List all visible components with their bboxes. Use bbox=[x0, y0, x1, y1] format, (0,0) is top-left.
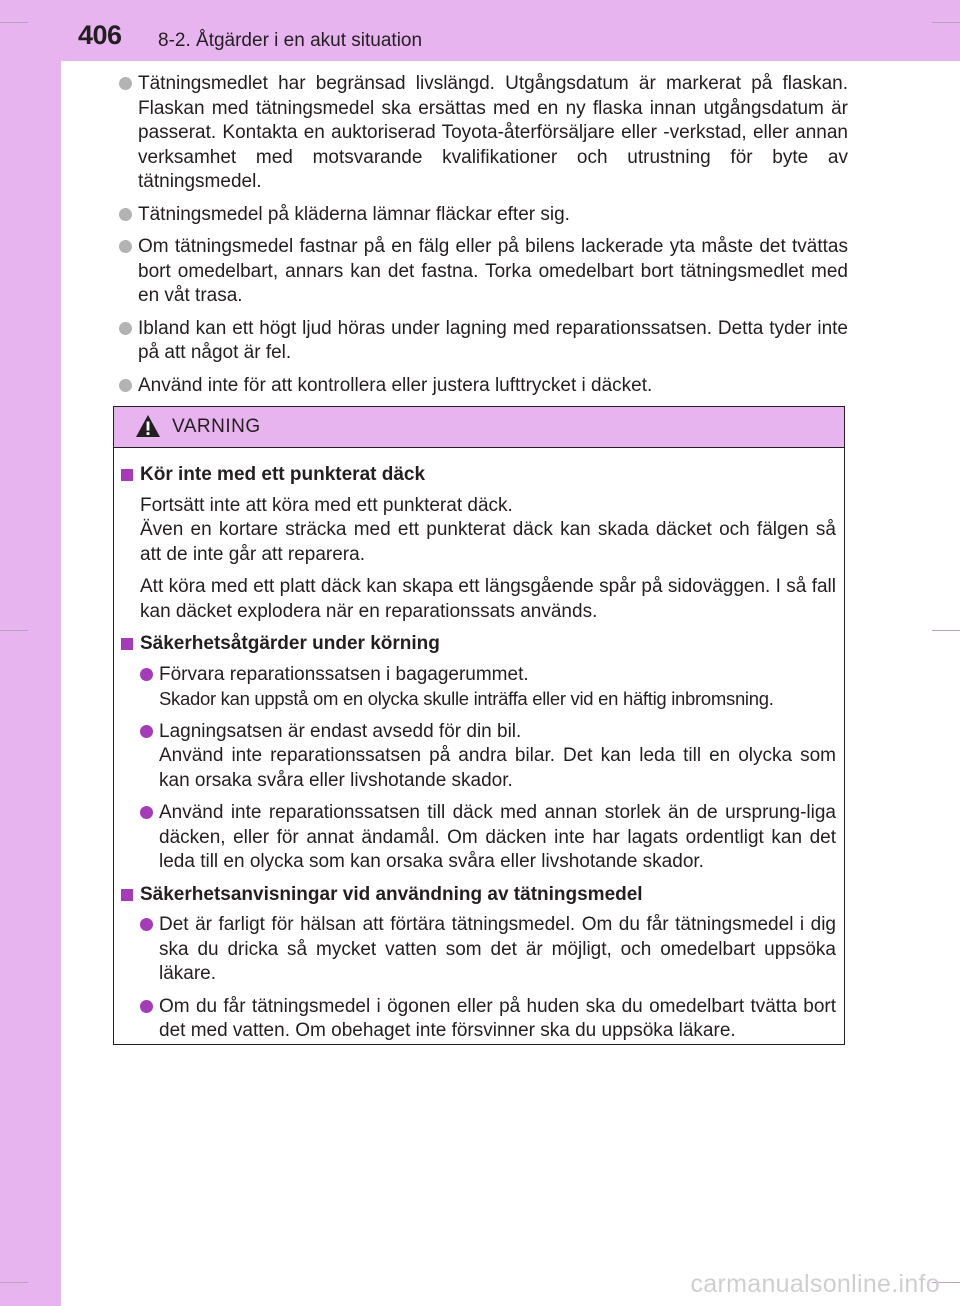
bullet-text: Om tätningsmedel fastnar på en fälg eller på bilens lackerade yta måste det tvättas bort omedelbart, annars kan det fastna. Torka omedelbart bort tätningsmedlet med en våt trasa. bbox=[138, 236, 848, 306]
square-bullet-icon bbox=[121, 638, 133, 650]
crop-mark bbox=[0, 630, 28, 631]
list-item: Lagningsatsen är endast avsedd för din bil. Använd inte reparationssatsen på andra bilar. Det kan leda till en olycka som kan orsaka svåra eller livshotande skador. bbox=[120, 720, 836, 794]
page-number: 406 bbox=[78, 20, 122, 50]
warning-box bbox=[113, 406, 845, 1045]
list-item bbox=[113, 203, 848, 228]
intro-bullet-list bbox=[113, 72, 848, 406]
bullet-dot-icon bbox=[140, 725, 153, 738]
warning-label: VARNING bbox=[172, 416, 261, 437]
side-color-band bbox=[0, 0, 61, 1306]
list-item: Använd inte reparationssatsen till däck med annan storlek än de ursprung-liga däcken, eller för annat ändamål. Om däcken inte har lagats ordentligt kan det leda till en olycka som kan orsaka svåra eller livshotande skador. bbox=[120, 801, 836, 875]
square-bullet-icon bbox=[121, 469, 133, 481]
top-color-band bbox=[0, 0, 960, 61]
bullet-dot-icon bbox=[140, 918, 153, 931]
warning-section-heading: Säkerhetsanvisningar vid användning av tätningsmedel bbox=[120, 883, 836, 908]
list-item bbox=[113, 72, 848, 195]
warning-header bbox=[114, 407, 844, 448]
warning-paragraph: Fortsätt inte att köra med ett punkterat däck. Även en kortare sträcka med ett punkterat däck kan skada däcket och fälgen så att de inte går att reparera. bbox=[140, 494, 836, 565]
list-item bbox=[113, 235, 848, 309]
list-item bbox=[113, 317, 848, 366]
crop-mark bbox=[932, 630, 960, 631]
bullet-text: Ibland kan ett högt ljud höras under lagning med reparationssatsen. Detta tyder inte på att något är fel. bbox=[138, 317, 848, 363]
list-item bbox=[113, 374, 848, 399]
crop-mark bbox=[0, 22, 28, 23]
warning-triangle-icon bbox=[135, 414, 161, 438]
list-item: Om du får tätningsmedel i ögonen eller på huden ska du omedelbart tvätta bort det med vatten. Om obehaget inte försvinner ska du uppsöka läkare. bbox=[120, 995, 836, 1044]
bullet-text: Tätningsmedlet har begränsad livslängd. Utgångsdatum är markerat på flaskan. Flaskan med tätningsmedel ska ersättas med en ny flaska innan utgångsdatum är passerat. Kontakta en auktoriserad Toyota-återförsäljare eller -verkstad, eller annan verksamhet med motsvarande kvalifikationer och utrustning för byte av tätningsmedel. bbox=[138, 73, 848, 192]
warning-paragraph: Att köra med ett platt däck kan skapa ett längsgående spår på sidoväggen. I så fall kan däcket explodera när en reparationssats används. bbox=[140, 576, 836, 622]
square-bullet-icon bbox=[121, 889, 133, 901]
bullet-dot-icon bbox=[119, 208, 132, 221]
bullet-dot-icon bbox=[140, 1000, 153, 1013]
list-item: Det är farligt för hälsan att förtära tätningsmedel. Om du får tätningsmedel i dig ska du dricka så mycket vatten som det är möjligt, och omedelbart uppsöka läkare. bbox=[120, 913, 836, 987]
section-title: 8-2. Åtgärder i en akut situation bbox=[158, 30, 423, 51]
bullet-dot-icon bbox=[140, 806, 153, 819]
watermark: carmanualsonline.info bbox=[690, 1270, 940, 1298]
bullet-dot-icon bbox=[119, 322, 132, 335]
warning-section-heading: Kör inte med ett punkterat däck bbox=[120, 463, 836, 488]
bullet-dot-icon bbox=[140, 668, 153, 681]
warning-section-heading: Säkerhetsåtgärder under körning bbox=[120, 632, 836, 657]
bullet-text: Tätningsmedel på kläderna lämnar fläckar efter sig. bbox=[138, 203, 570, 225]
list-item: Förvara reparationssatsen i bagagerummet. Skador kan uppstå om en olycka skulle inträffa eller vid en häftig inbromsning. bbox=[120, 663, 836, 712]
crop-mark bbox=[932, 22, 960, 23]
bullet-dot-icon bbox=[119, 379, 132, 392]
crop-mark bbox=[0, 1282, 28, 1283]
warning-body bbox=[114, 448, 844, 1044]
bullet-dot-icon bbox=[119, 240, 132, 253]
bullet-text: Använd inte för att kontrollera eller justera lufttrycket i däcket. bbox=[138, 374, 653, 396]
bullet-dot-icon bbox=[119, 77, 132, 90]
